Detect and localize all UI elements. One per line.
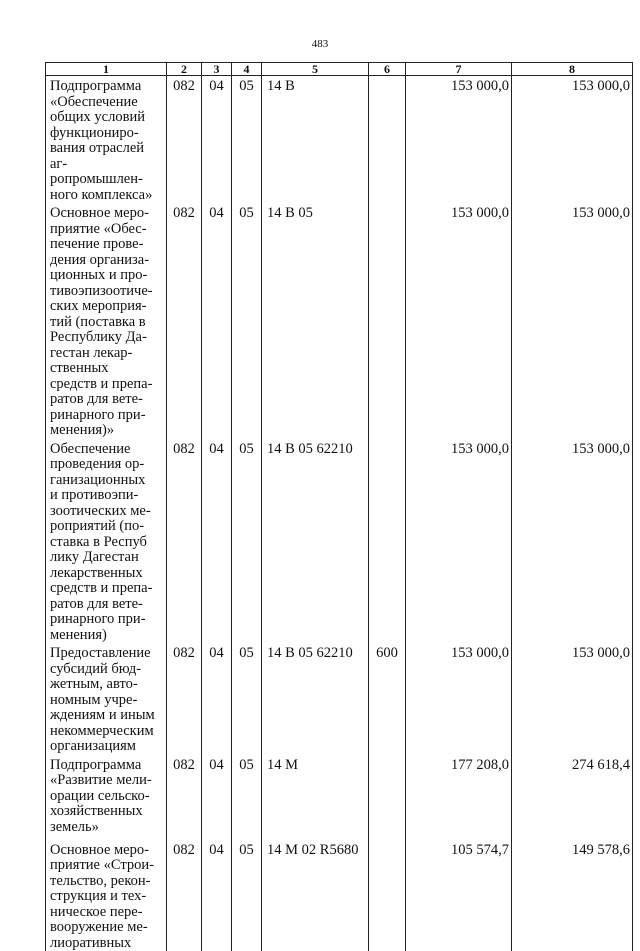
- cell-section: 04: [202, 643, 232, 755]
- cell-expense-type: [369, 203, 406, 439]
- cell-amount-year-2: 149 578,6: [512, 840, 633, 951]
- cell-subsection: 05: [232, 203, 262, 439]
- row-name-text: Основное меро- приятие «Обес- печение прове- дения организа- ционных и про- тивоэпизоотиче- ских мероприя- тий (поставка в Республику Да- гестан лекар- ственных средств и препа- ратов для вете- ринарного при- менения)»: [50, 206, 164, 439]
- cell-admin-code: 082: [167, 755, 202, 840]
- cell-section: 04: [202, 76, 232, 204]
- table-body: [46, 76, 633, 951]
- cell-expense-type: [369, 76, 406, 204]
- row-name: [46, 439, 167, 644]
- cell-section: 04: [202, 755, 232, 840]
- cell-admin-code: 082: [167, 203, 202, 439]
- cell-admin-code: 082: [167, 643, 202, 755]
- cell-section: 04: [202, 439, 232, 644]
- row-name-text: Обеспечение проведения ор- ганизационных и противоэпи- зоотических ме- роприятий (по- ставка в Респуб лику Дагестан лекарственных средств и препа- ратов для вете- ринарного при- менения): [50, 442, 164, 644]
- cell-subsection: 05: [232, 755, 262, 840]
- cell-amount-year-2: 153 000,0: [512, 203, 633, 439]
- cell-section: 04: [202, 203, 232, 439]
- cell-expense-type: 600: [369, 643, 406, 755]
- cell-expense-type: [369, 439, 406, 644]
- row-name: [46, 203, 167, 439]
- cell-expense-type: [369, 755, 406, 840]
- row-name: [46, 643, 167, 755]
- cell-subsection: 05: [232, 840, 262, 951]
- row-name: [46, 755, 167, 840]
- cell-subsection: 05: [232, 76, 262, 204]
- cell-target-article: 14 В 05 62210: [262, 643, 369, 755]
- column-header-4: 4: [232, 63, 262, 76]
- cell-target-article: 14 В: [262, 76, 369, 204]
- cell-subsection: 05: [232, 439, 262, 644]
- column-header-6: 6: [369, 63, 406, 76]
- column-header-2: 2: [167, 63, 202, 76]
- cell-amount-year-1: 153 000,0: [406, 643, 512, 755]
- cell-amount-year-2: 274 618,4: [512, 755, 633, 840]
- cell-amount-year-2: 153 000,0: [512, 643, 633, 755]
- budget-table: [45, 62, 633, 951]
- cell-amount-year-2: 153 000,0: [512, 76, 633, 204]
- cell-target-article: 14 В 05 62210: [262, 439, 369, 644]
- column-header-7: 7: [406, 63, 512, 76]
- cell-amount-year-1: 105 574,7: [406, 840, 512, 951]
- table-header: [46, 63, 633, 76]
- cell-admin-code: 082: [167, 840, 202, 951]
- cell-target-article: 14 В 05: [262, 203, 369, 439]
- table-row: [46, 76, 633, 204]
- table-row: [46, 840, 633, 951]
- cell-admin-code: 082: [167, 76, 202, 204]
- header-row: [46, 63, 633, 76]
- table-row: [46, 643, 633, 755]
- table-row: [46, 203, 633, 439]
- cell-amount-year-1: 177 208,0: [406, 755, 512, 840]
- cell-amount-year-2: 153 000,0: [512, 439, 633, 644]
- cell-section: 04: [202, 840, 232, 951]
- cell-amount-year-1: 153 000,0: [406, 76, 512, 204]
- cell-expense-type: [369, 840, 406, 951]
- cell-admin-code: 082: [167, 439, 202, 644]
- row-name: [46, 76, 167, 204]
- cell-target-article: 14 М 02 R5680: [262, 840, 369, 951]
- table-row: [46, 755, 633, 840]
- cell-target-article: 14 М: [262, 755, 369, 840]
- table-row: [46, 439, 633, 644]
- row-name: [46, 840, 167, 951]
- cell-subsection: 05: [232, 643, 262, 755]
- row-name-text: Подпрограмма «Обеспечение общих условий функциониро- вания отраслей аг- ропромышлен- ного комплекса»: [50, 79, 164, 203]
- column-header-1: 1: [46, 63, 167, 76]
- cell-amount-year-1: 153 000,0: [406, 203, 512, 439]
- page-number: 483: [0, 38, 640, 50]
- column-header-5: 5: [262, 63, 369, 76]
- column-header-8: 8: [512, 63, 633, 76]
- cell-amount-year-1: 153 000,0: [406, 439, 512, 644]
- row-name-text: Предоставление субсидий бюд- жетным, авто- номным учре- ждениям и иным некоммерческим организациям: [50, 646, 164, 755]
- row-name-text: Подпрограмма «Развитие мели- орации сельско- хозяйственных земель»: [50, 758, 164, 836]
- column-header-3: 3: [202, 63, 232, 76]
- row-name-text: Основное меро- приятие «Строи- тельство, рекон- струкция и тех- ническое пере- вооружение ме- лиоративных: [50, 843, 164, 951]
